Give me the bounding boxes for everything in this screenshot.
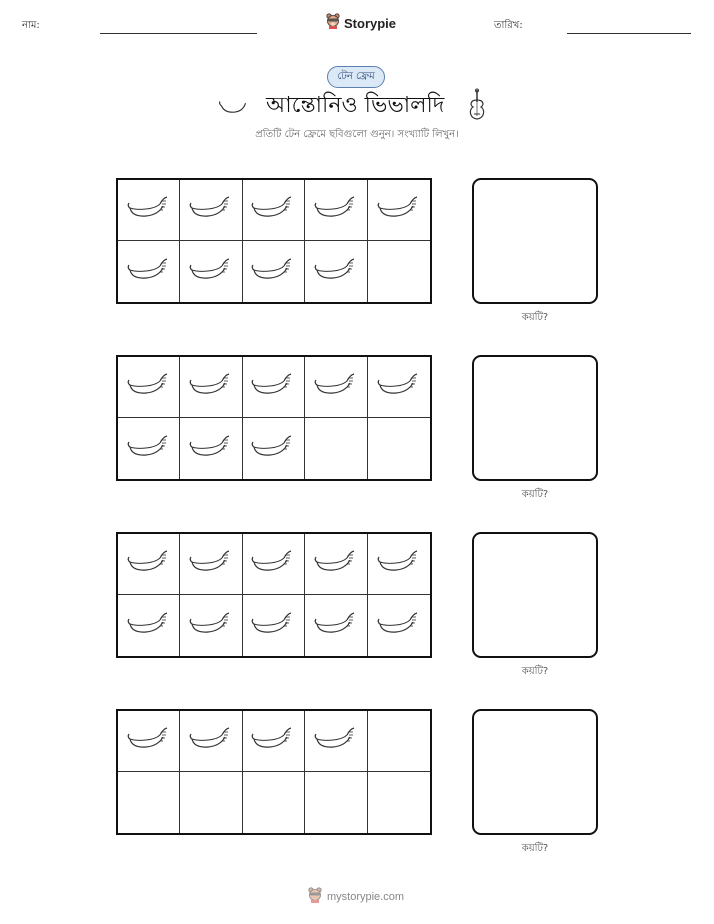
- ten-frame-4: [116, 709, 432, 835]
- gondola-icon: [251, 434, 295, 464]
- frame-cell: [368, 534, 430, 595]
- gondola-icon: [127, 257, 171, 287]
- frame-cell: [180, 595, 242, 656]
- gondola-icon: [127, 195, 171, 225]
- footer-url: mystorypie.com: [327, 891, 405, 903]
- frame-cell: [305, 711, 367, 772]
- gondola-icon: [127, 434, 171, 464]
- frame-cell: [180, 711, 242, 772]
- frame-cell: [368, 180, 430, 241]
- gondola-icon: [314, 611, 358, 641]
- gondola-icon: [377, 549, 421, 579]
- ten-frame-1: [116, 178, 432, 304]
- bear-mascot-icon: [326, 13, 340, 33]
- frame-cell: [118, 711, 180, 772]
- bear-mascot-icon: [308, 887, 322, 907]
- frame-cell: [118, 772, 180, 833]
- ten-frame-2: [116, 355, 432, 481]
- answer-box-4[interactable]: [472, 709, 598, 835]
- frame-cell: [180, 418, 242, 479]
- gondola-icon: [189, 726, 233, 756]
- worksheet-type-badge: টেন ফ্রেম: [327, 66, 385, 88]
- gondola-icon: [251, 372, 295, 402]
- gondola-icon: [189, 434, 233, 464]
- frame-cell: [368, 357, 430, 418]
- gondola-icon: [127, 549, 171, 579]
- answer-box-3[interactable]: [472, 532, 598, 658]
- frame-cell: [180, 180, 242, 241]
- ten-frame-3: [116, 532, 432, 658]
- answer-label-3: কয়টি?: [521, 666, 549, 677]
- frame-cell: [305, 595, 367, 656]
- gondola-icon: [314, 549, 358, 579]
- gondola-icon: [314, 195, 358, 225]
- worksheet-title: আন্তোনিও ভিভালদি: [266, 93, 445, 118]
- footer: [308, 887, 404, 907]
- gondola-icon: [189, 549, 233, 579]
- frame-cell: [118, 241, 180, 302]
- gondola-icon: [314, 372, 358, 402]
- gondola-icon: [314, 257, 358, 287]
- gondola-icon: [251, 549, 295, 579]
- frame-cell: [305, 241, 367, 302]
- frame-cell: [118, 418, 180, 479]
- frame-cell: [118, 534, 180, 595]
- frame-cell: [305, 534, 367, 595]
- frame-cell: [368, 772, 430, 833]
- gondola-icon: [251, 726, 295, 756]
- gondola-icon: [218, 94, 250, 120]
- frame-cell: [368, 418, 430, 479]
- name-label: নাম:: [22, 20, 40, 31]
- gondola-icon: [377, 372, 421, 402]
- gondola-icon: [377, 195, 421, 225]
- frame-cell: [243, 534, 305, 595]
- frame-cell: [368, 241, 430, 302]
- frame-cell: [305, 418, 367, 479]
- frame-cell: [243, 711, 305, 772]
- answer-box-2[interactable]: [472, 355, 598, 481]
- gondola-icon: [251, 195, 295, 225]
- frame-cell: [180, 772, 242, 833]
- gondola-icon: [189, 195, 233, 225]
- gondola-icon: [127, 372, 171, 402]
- frame-cell: [243, 772, 305, 833]
- answer-label-1: কয়টি?: [521, 312, 549, 323]
- frame-cell: [118, 357, 180, 418]
- gondola-icon: [127, 611, 171, 641]
- frame-cell: [243, 357, 305, 418]
- answer-label-4: কয়টি?: [521, 843, 549, 854]
- gondola-icon: [251, 257, 295, 287]
- date-line[interactable]: [567, 33, 691, 34]
- frame-cell: [368, 711, 430, 772]
- brand-name: Storypie: [344, 15, 397, 31]
- brand-logo: [326, 13, 396, 33]
- violin-icon: [466, 88, 488, 126]
- frame-cell: [305, 357, 367, 418]
- gondola-icon: [377, 611, 421, 641]
- answer-label-2: কয়টি?: [521, 489, 549, 500]
- frame-cell: [243, 595, 305, 656]
- answer-box-1[interactable]: [472, 178, 598, 304]
- frame-cell: [180, 357, 242, 418]
- frame-cell: [305, 772, 367, 833]
- gondola-icon: [189, 611, 233, 641]
- gondola-icon: [314, 726, 358, 756]
- date-label: তারিখ:: [494, 20, 523, 31]
- name-line[interactable]: [100, 33, 257, 34]
- frame-cell: [243, 241, 305, 302]
- frame-cell: [180, 534, 242, 595]
- gondola-icon: [127, 726, 171, 756]
- frame-cell: [368, 595, 430, 656]
- frame-cell: [180, 241, 242, 302]
- frame-cell: [118, 180, 180, 241]
- worksheet-instructions: প্রতিটি টেন ফ্রেমে ছবিগুলো গুনুন। সংখ্যাটি লিখুন।: [255, 129, 459, 140]
- frame-cell: [243, 418, 305, 479]
- gondola-icon: [251, 611, 295, 641]
- gondola-icon: [189, 372, 233, 402]
- frame-cell: [243, 180, 305, 241]
- gondola-icon: [189, 257, 233, 287]
- frame-cell: [118, 595, 180, 656]
- frame-cell: [305, 180, 367, 241]
